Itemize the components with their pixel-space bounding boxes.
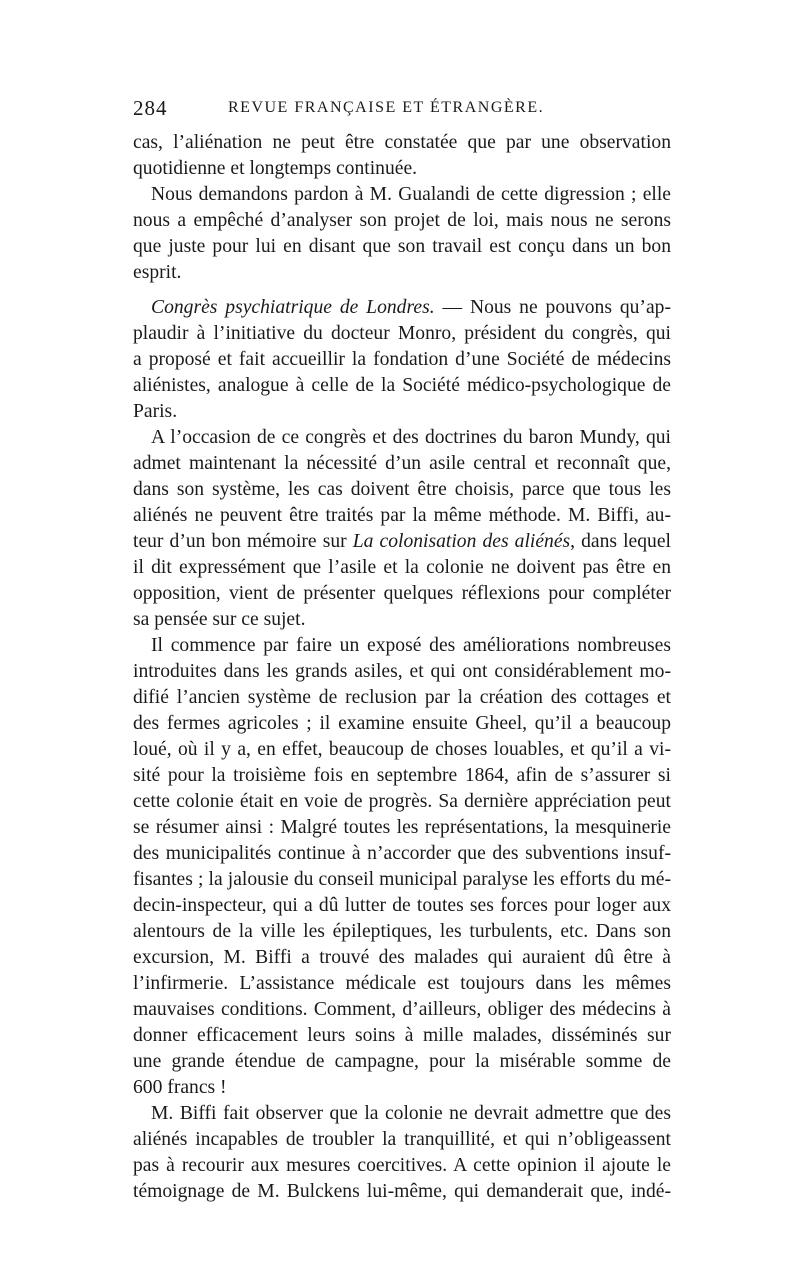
text-line: Il commence par faire un exposé des améliorations nombreuses (151, 635, 671, 656)
text-line: nous a empêché d’analyser son projet de loi, mais nous ne serons (133, 210, 671, 231)
text-line: des municipalités continue à n’accorder que des subventions insuf- (133, 843, 671, 864)
text-line: loué, où il y a, en effet, beaucoup de choses louables, et qu’il a vi- (133, 739, 671, 760)
text-line: difié l’ancien système de reclusion par la création des cottages et (133, 687, 671, 708)
text-line: 600 francs ! (133, 1077, 227, 1098)
text-line: a proposé et fait accueillir la fondation d’une Société de médecins (133, 349, 671, 370)
text-line: plaudir à l’initiative du docteur Monro, président du congrès, qui (133, 323, 671, 344)
text-line: sa pensée sur ce sujet. (133, 609, 306, 630)
text-line: alentours de la ville les épileptiques, les turbulents, etc. Dans son (133, 921, 671, 942)
text-line: mauvaises conditions. Comment, d’ailleurs, obliger des médecins à (133, 999, 671, 1020)
text-line: aliénés ne peuvent être traités par la même méthode. M. Biffi, au- (133, 505, 671, 526)
text-line: il dit expressément que l’asile et la colonie ne doivent pas être en (133, 557, 671, 578)
text-line: l’infirmerie. L’assistance médicale est toujours dans les mêmes (133, 973, 671, 994)
text-line: cette colonie était en voie de progrès. Sa dernière appréciation peut (133, 791, 671, 812)
section-title: Congrès psychiatrique de Londres. (151, 297, 435, 318)
text-line: opposition, vient de présenter quelques réflexions pour compléter (133, 583, 671, 604)
text-line: Paris. (133, 401, 178, 422)
running-title: REVUE FRANÇAISE ET ÉTRANGÈRE. (228, 99, 545, 116)
text-line: aliénés incapables de troubler la tranquillité, et qui n’obligeassent (133, 1129, 671, 1150)
text-line: sité pour la troisième fois en septembre 1864, afin de s’assurer si (133, 765, 671, 786)
text-line: pas à recourir aux mesures coercitives. A cette opinion il ajoute le (133, 1155, 671, 1176)
text-line: aliénistes, analogue à celle de la Société médico-psychologique de (133, 375, 671, 396)
text-line: une grande étendue de campagne, pour la misérable somme de (133, 1051, 671, 1072)
text-line: se résumer ainsi : Malgré toutes les représentations, la mesquinerie (133, 817, 671, 838)
text-line: donner efficacement leurs soins à mille malades, disséminés sur (133, 1025, 671, 1046)
text-line: M. Biffi fait observer que la colonie ne devrait admettre que des (151, 1103, 671, 1124)
text-line: esprit. (133, 262, 182, 283)
work-title: La colonisation des aliénés (352, 531, 571, 552)
page-number: 284 (133, 96, 168, 120)
text-line: excursion, M. Biffi a trouvé des malades qui auraient dû être à (133, 947, 671, 968)
text-line: cas, l’aliénation ne peut être constatée que par une observation (133, 132, 671, 153)
text-line: que juste pour lui en disant que son travail est conçu dans un bon (133, 236, 671, 257)
text-line: introduites dans les grands asiles, et qui ont considérablement mo- (133, 661, 671, 682)
text-line: des fermes agricoles ; il examine ensuite Gheel, qu’il a beaucoup (133, 713, 671, 734)
text-line: dans son système, les cas doivent être choisis, parce que tous les (133, 479, 671, 500)
text-line: témoignage de M. Bulckens lui-même, qui demanderait que, indé- (133, 1181, 671, 1202)
text-line: A l’occasion de ce congrès et des doctrines du baron Mundy, qui (151, 427, 671, 448)
text-line: decin-inspecteur, qui a dû lutter de toutes ses forces pour loger aux (133, 895, 671, 916)
text-line-with-title: teur d’un bon mémoire sur La colonisation des aliénés, dans lequel (133, 531, 671, 552)
section-heading-line: Congrès psychiatrique de Londres. — Nous ne pouvons qu’ap- (151, 297, 671, 318)
page-header (133, 96, 671, 124)
text-line: admet maintenant la nécessité d’un asile central et reconnaît que, (133, 453, 671, 474)
text-line: Nous demandons pardon à M. Gualandi de cette digression ; elle (151, 184, 671, 205)
text-line: fisantes ; la jalousie du conseil municipal paralyse les efforts du mé- (133, 869, 671, 890)
text-line: quotidienne et longtemps continuée. (133, 158, 418, 179)
